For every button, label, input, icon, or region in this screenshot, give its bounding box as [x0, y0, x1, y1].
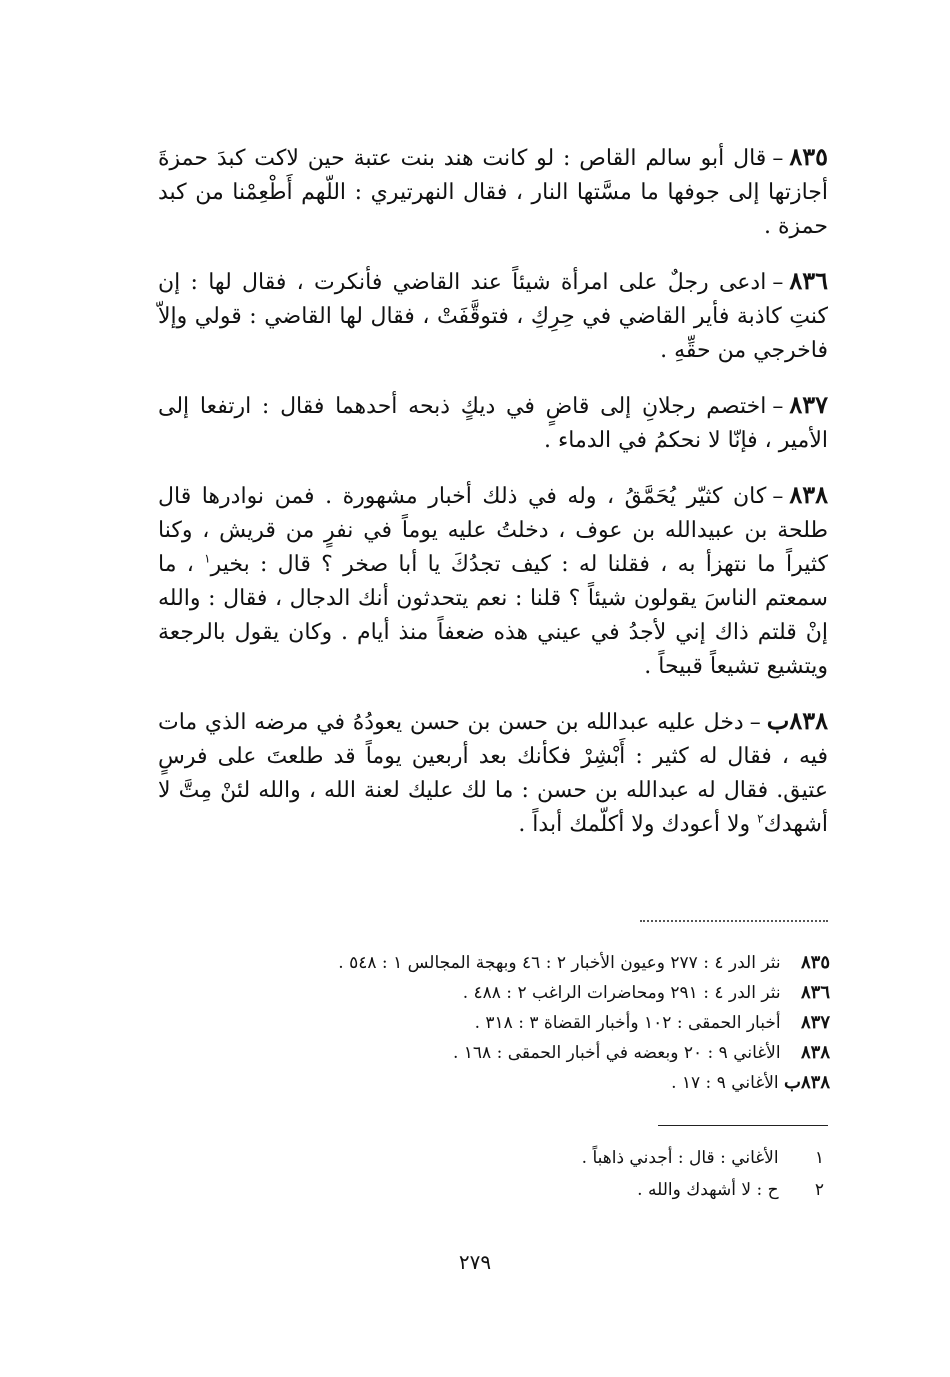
- anecdote-text-cont: ، ما سمعتم الناسَ يقولون شيئاً ؟ قلنا : نعم يتحدثون أنك الدجال ، فقال : والله إنْ قلتم ذاك إني لأجدُ في عيني هذه ضعفاً منذ أيام . وكان يقول بالرجعة ويتشيع تشيعاً قبيحاً .: [158, 552, 828, 679]
- source-text: نثر الدر ٤ : ٢٩١ ومحاضرات الراغب ٢ : ٤٨٨ .: [462, 983, 781, 1003]
- footnote-item: [400, 1174, 830, 1206]
- anecdote-838b: [158, 704, 828, 842]
- anecdote-number: ٨٣٦: [789, 266, 828, 295]
- source-item: [250, 1068, 830, 1098]
- footnotes-list: [400, 1142, 830, 1206]
- anecdote-text: اختصم رجلانِ إلى قاضٍ في ديكٍ ذبحه أحدهما فقال : ارتفعا إلى الأمير ، فإنّا لا نحكمُ في الدماء .: [158, 394, 828, 453]
- dotted-separator: [640, 920, 828, 922]
- anecdote-number: ٨٣٥: [789, 142, 828, 171]
- footnote-text: الأغاني : قال : أجدني ذاهباً .: [581, 1148, 779, 1168]
- anecdote-836: [158, 264, 828, 368]
- anecdote-835: [158, 140, 828, 244]
- dash: –: [772, 484, 784, 509]
- anecdote-number: ٨٣٨: [789, 480, 828, 509]
- anecdote-text: دخل عليه عبدالله بن حسن بن حسن يعودُهُ في مرضه الذي مات فيه ، فقال له كثير : أَبْشِرْ فكأنك بعد أربعين يوماً قد طلعتَ على فرسٍ عتيق. فقال له عبدالله بن حسن : ما لك عليك لعنة الله ، والله لئنْ مِتَّ لا أشهدك: [158, 710, 828, 837]
- anecdote-text: ادعى رجلٌ على امرأة شيئاً عند القاضي فأنكرت ، فقال لها : إن كنتِ كاذبة فأير القاضي في حِرِكِ ، فتوقَّفَتْ ، فقال لها القاضي : قولي وإلاّ فاخرجي من حقِّهِ .: [158, 270, 828, 363]
- anecdote-text: قال أبو سالم القاص : لو كانت هند بنت عتبة حين لاكت كبدَ حمزةَ أجازتها إلى جوفها ما مسَّتها النار ، فقال النهرتيري : اللّهم أَطْعِمْنا من كبد حمزة .: [158, 146, 828, 239]
- dash: –: [749, 710, 761, 735]
- source-text: نثر الدر ٤ : ٢٧٧ وعيون الأخبار ٢ : ٤٦ وبهجة المجالس ١ : ٥٤٨ .: [338, 953, 781, 973]
- footnote-text: ح : لا أشهدك والله .: [637, 1180, 779, 1200]
- source-text: الأغاني ٩ : ٢٠ وبعضه في أخبار الحمقى : ١٦٨ .: [452, 1043, 781, 1063]
- source-number: ٨٣٨: [800, 1042, 830, 1063]
- anecdote-number: ٨٣٨ب: [766, 706, 828, 735]
- source-item: [250, 978, 830, 1008]
- dash: –: [772, 394, 784, 419]
- source-text: أخبار الحمقى : ١٠٢ وأخبار القضاة ٣ : ٣١٨ .: [474, 1013, 781, 1033]
- anecdote-838: [158, 478, 828, 684]
- footnote-number: ١: [814, 1148, 824, 1168]
- anecdote-number: ٨٣٧: [789, 390, 828, 419]
- source-number: ٨٣٥: [800, 952, 830, 973]
- source-number: ٨٣٦: [800, 982, 830, 1003]
- anecdote-837: [158, 388, 828, 458]
- anecdote-text: كان كثيّر يُحَمَّقُ ، وله في ذلك أخبار مشهورة . فمن نوادرها قال طلحة بن عبيدالله بن عوف ، دخلتُ عليه يوماً في نفرٍ من قريش ، وكنا كثيراً ما نتهزأ به ، فقلنا له : كيف تجدُكَ يا أبا صخر ؟ قال : بخير: [158, 484, 828, 577]
- source-number: ٨٣٨ب: [784, 1072, 830, 1093]
- anecdote-text-cont: ولا أعودك ولا أكلّمك أبداً .: [518, 812, 758, 837]
- source-item: [250, 1038, 830, 1068]
- page-number: ٢٧٩: [458, 1250, 492, 1274]
- footnote-rule: [658, 1125, 828, 1126]
- source-number: ٨٣٧: [800, 1012, 830, 1033]
- main-text: [158, 140, 828, 862]
- footnote-number: ٢: [814, 1180, 824, 1200]
- footnote-item: [400, 1142, 830, 1174]
- source-text: الأغاني ٩ : ١٧ .: [671, 1073, 779, 1093]
- dash: –: [772, 270, 784, 295]
- source-item: [250, 948, 830, 978]
- dash: –: [772, 146, 784, 171]
- footnote-ref[interactable]: ١: [204, 551, 211, 566]
- source-item: [250, 1008, 830, 1038]
- sources-list: [250, 948, 830, 1098]
- footnote-ref[interactable]: ٢: [757, 811, 764, 826]
